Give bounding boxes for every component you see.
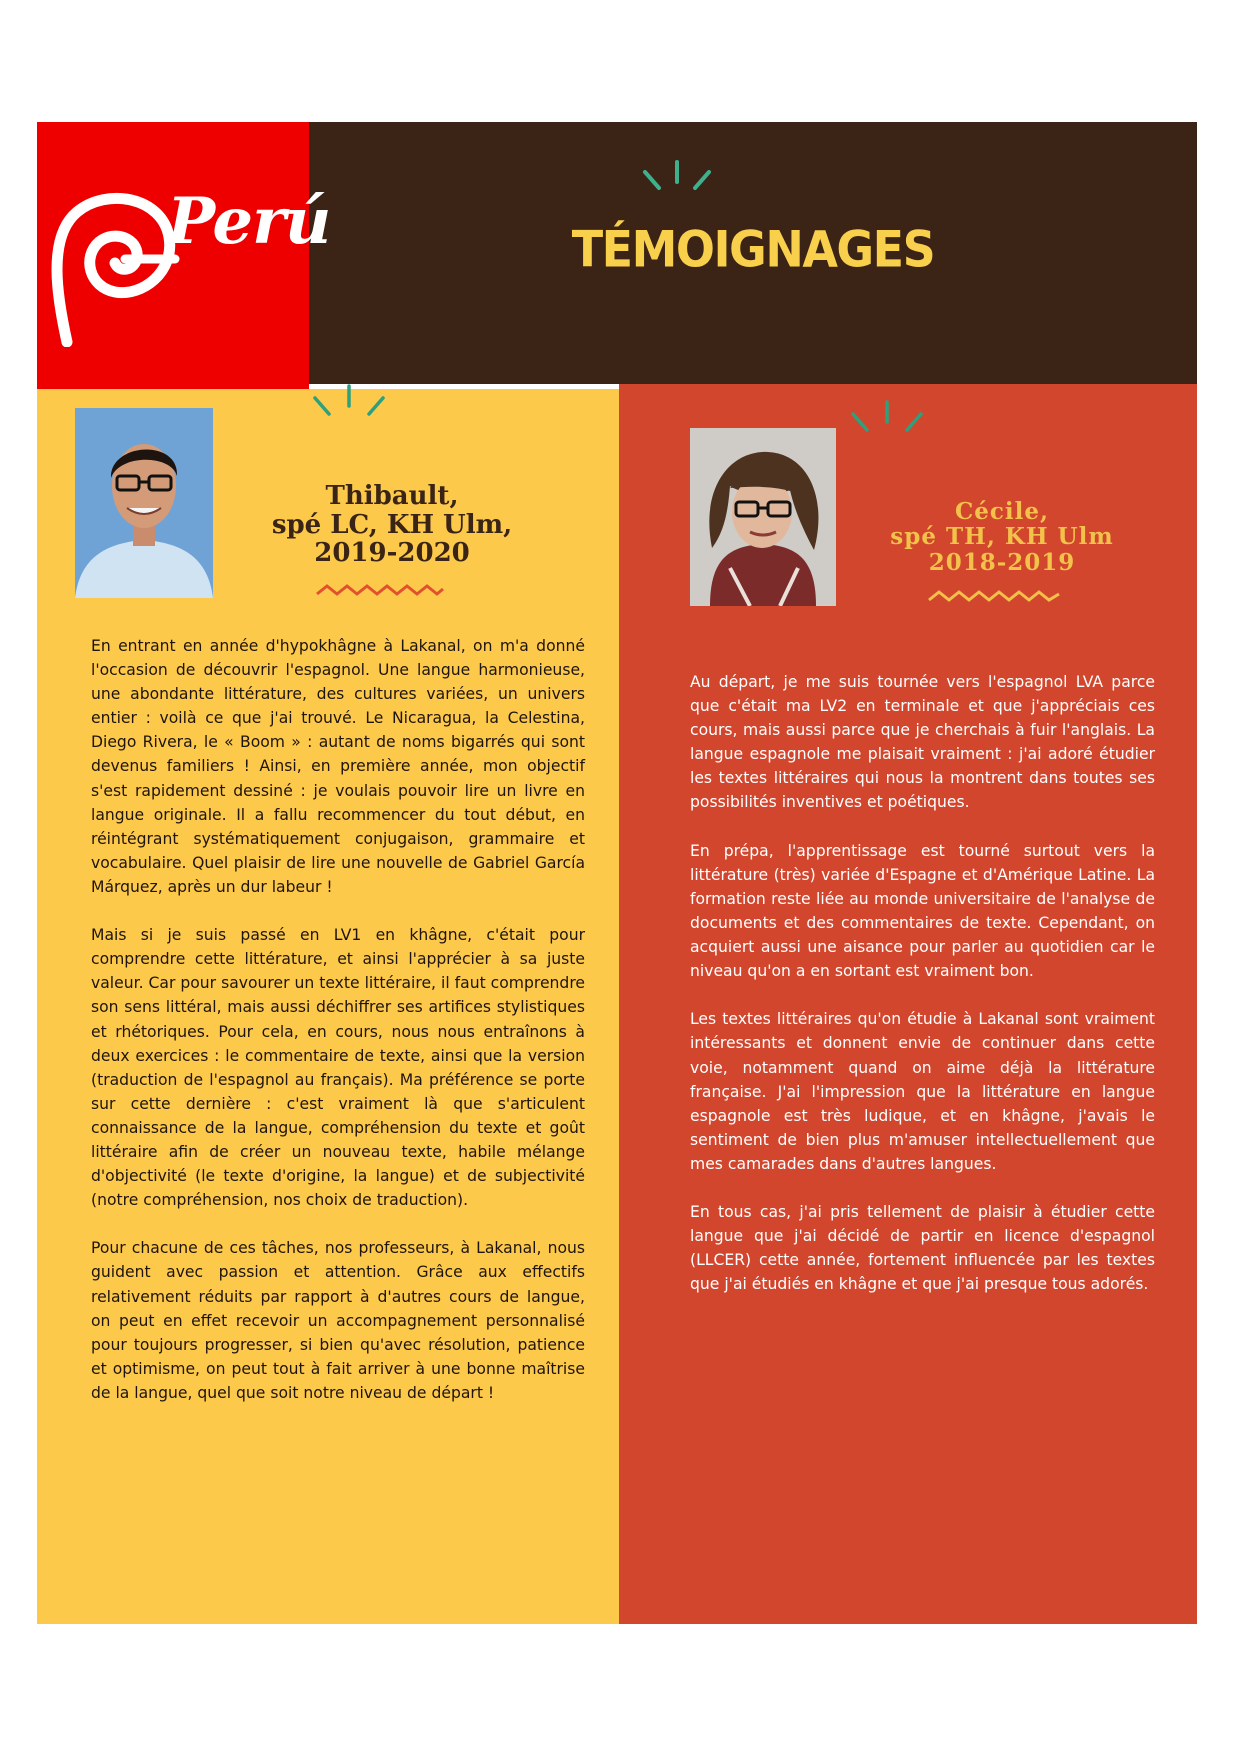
name-line: 2018-2019 <box>928 548 1076 576</box>
testimonial-name-thibault <box>237 482 547 568</box>
paragraph: Les textes littéraires qu'on étudie à Lakanal sont vraiment intéressants et donnent envie de continuer dans cette voie, notamment quand on aime déjà la littérature française. J'ai l'impression que la littérature en langue espagnole est très ludique, et en khâgne, j'avais le sentiment de bien plus m'amuser intellectuellement que mes camarades dans d'autres langues. <box>690 1010 1155 1173</box>
paragraph: En prépa, l'apprentissage est tourné surtout vers la littérature (très) variée d'Espagne et d'Amérique Latine. La formation reste liée au monde universitaire de l'analyse de documents et des commentaires de texte. Cependant, on acquiert aussi une aisance pour parler au quotidien car le niveau qu'on a en sortant est vraiment bon. <box>690 841 1155 981</box>
name-line: spé TH, KH Ulm <box>890 523 1114 551</box>
paragraph: Mais si je suis passé en LV1 en khâgne, c'était pour comprendre cette littérature, et ainsi l'apprécier à sa juste valeur. Car pour savourer un texte littéraire, il faut comprendre son sens littéral, mais aussi déchiffrer ses artifices stylistiques et rhétoriques. Pour cela, en cours, nous nous entraînons à deux exercices : le commentaire de texte, ainsi que la version (traduction de l'espagnol au français). Ma préférence se porte sur cette dernière : c'est vraiment là que s'articulent connaissance de la langue, compréhension du texte et goût littéraire afin de créer un nouveau texte, habile mélange d'objectivité (le texte d'origine, la langue) et de subjectivité (notre compréhension, nos choix de traduction). <box>91 926 585 1210</box>
name-burst-icon-right <box>847 400 927 438</box>
page-title: TÉMOIGNAGES <box>571 219 935 279</box>
testimonial-name-cecile <box>837 499 1167 575</box>
paragraph: Pour chacune de ces tâches, nos professeurs, à Lakanal, nous guident avec passion et attention. Grâce aux effectifs relativement réduits par rapport à d'autres cours de langue, on peut en effet recevoir un accompagnement personnalisé pour toujours progresser, si bien qu'avec résolution, patience et optimisme, on peut tout à fait arriver à une bonne maîtrise de la langue, quel que soit notre niveau de départ ! <box>91 1239 585 1402</box>
testimonial-photo-thibault <box>75 408 213 598</box>
name-burst-icon-left <box>309 384 389 422</box>
name-line: Thibault, <box>325 481 459 511</box>
header-burst-icon <box>637 160 717 200</box>
testimonial-photo-cecile <box>690 428 836 606</box>
testimonial-text-thibault <box>91 634 585 1429</box>
name-line: Cécile, <box>954 498 1050 525</box>
zigzag-divider-left <box>315 582 445 598</box>
paragraph: En entrant en année d'hypokhâgne à Lakanal, on m'a donné l'occasion de découvrir l'espagnol. Une langue harmonieuse, une abondante littérature, des cultures variées, un univers entier : voilà ce que j'ai trouvé. Le Nicaragua, la Celestina, Diego Rivera, le « Boom » : autant de noms bigarrés qui sont devenus familiers ! Ainsi, en première année, mon objectif s'est rapidement dessiné : je voulais pouvoir lire un livre en langue originale. Il a fallu recommencer du tout début, en réintégrant systématiquement conjugaison, grammaire et vocabulaire. Quel plaisir de lire une nouvelle de Gabriel García Márquez, après un dur labeur ! <box>91 637 585 896</box>
zigzag-divider-right <box>927 588 1061 604</box>
name-line: spé LC, KH Ulm, <box>271 509 513 540</box>
brand-wordmark: Perú <box>167 184 331 259</box>
paragraph: En tous cas, j'ai pris tellement de plaisir à étudier cette langue que j'ai décidé de partir en licence d'espagnol (LLCER) cette année, fortement influencée par les textes que j'ai étudiés en khâgne et que j'ai presque tous adorés. <box>690 1203 1155 1294</box>
brochure-page <box>37 122 1197 1624</box>
testimonial-text-cecile <box>690 670 1155 1321</box>
paragraph: Au départ, je me suis tournée vers l'espagnol LVA parce que c'était ma LV2 en terminale et que j'appréciais ces cours, mais aussi parce que je cherchais à fuir l'anglais. La langue espagnole me plaisait vraiment : j'ai adoré étudier les textes littéraires qui nous la montrent dans toutes ses possibilités inventives et poétiques. <box>690 673 1155 812</box>
name-line: 2019-2020 <box>314 538 470 569</box>
